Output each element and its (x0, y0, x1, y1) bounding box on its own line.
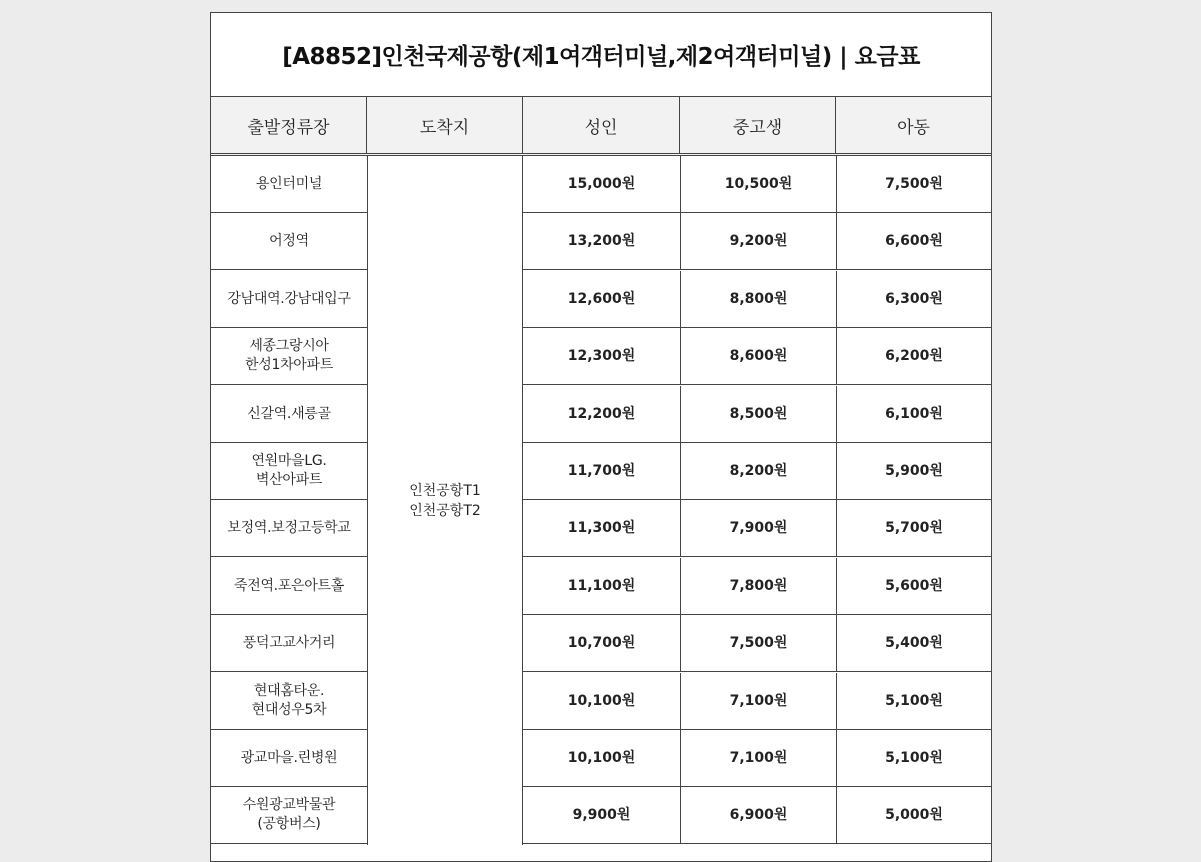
table-row (211, 328, 991, 385)
page-title: [A8852]인천국제공항(제1여객터미널,제2여객터미널) | 요금표 (211, 13, 991, 97)
adult-fare: 11,300원 (567, 519, 636, 536)
table-row (211, 673, 991, 730)
adult-fare: 12,300원 (567, 347, 636, 364)
origin-stop: 세종그랑시아 한성1차아파트 (245, 338, 333, 373)
table-row (211, 558, 991, 615)
adult-fare: 10,100원 (567, 692, 636, 709)
origin-stop: 죽전역.포은아트홀 (234, 577, 344, 594)
child-fare: 5,000원 (836, 787, 991, 843)
child-fare: 6,600원 (836, 213, 991, 269)
teen-fare: 7,100원 (680, 673, 836, 729)
teen-fare: 6,900원 (680, 787, 836, 843)
child-fare: 5,900원 (836, 443, 991, 499)
adult-fare: 13,200원 (567, 232, 636, 249)
destination-line-2: 인천공항T2 (409, 502, 481, 519)
adult-fare: 10,100원 (567, 749, 636, 766)
adult-fare: 12,600원 (567, 290, 636, 307)
table-row (211, 730, 991, 787)
teen-fare: 7,900원 (680, 500, 836, 556)
adult-fare: 12,200원 (567, 405, 636, 422)
table-header (211, 97, 991, 156)
header-origin: 출발정류장 (211, 97, 367, 153)
teen-fare: 7,100원 (680, 730, 836, 786)
origin-stop: 수원광교박물관 (공항버스) (242, 797, 336, 832)
origin-stop: 어정역 (269, 232, 309, 249)
child-fare: 6,200원 (836, 328, 991, 384)
origin-stop: 풍덕고교사거리 (242, 634, 336, 651)
table-row (211, 271, 991, 328)
origin-stop: 광교마을.린병원 (240, 749, 338, 766)
child-fare: 5,600원 (836, 558, 991, 614)
child-fare: 7,500원 (836, 156, 991, 212)
teen-fare: 7,500원 (680, 615, 836, 671)
teen-fare: 8,500원 (680, 386, 836, 442)
child-fare: 6,100원 (836, 386, 991, 442)
adult-fare: 11,700원 (567, 462, 636, 479)
table-row (211, 386, 991, 443)
table-row (211, 615, 991, 672)
table-row (211, 787, 991, 844)
destination-cell (367, 156, 523, 845)
teen-fare: 8,800원 (680, 271, 836, 327)
teen-fare: 8,600원 (680, 328, 836, 384)
teen-fare: 10,500원 (680, 156, 836, 212)
table-body (211, 156, 991, 846)
teen-fare: 8,200원 (680, 443, 836, 499)
child-fare: 5,700원 (836, 500, 991, 556)
origin-stop: 신갈역.새릉골 (247, 405, 331, 422)
header-teen: 중고생 (680, 97, 836, 153)
table-row (211, 500, 991, 557)
adult-fare: 9,900원 (572, 806, 631, 823)
origin-stop: 현대홈타운. 현대성우5차 (251, 683, 327, 718)
child-fare: 5,400원 (836, 615, 991, 671)
table-row (211, 213, 991, 270)
adult-fare: 10,700원 (567, 634, 636, 651)
adult-fare: 11,100원 (567, 577, 636, 594)
header-adult: 성인 (523, 97, 680, 153)
origin-stop: 용인터미널 (255, 175, 323, 192)
header-child: 아동 (897, 117, 930, 138)
teen-fare: 9,200원 (680, 213, 836, 269)
destination-line-1: 인천공항T1 (409, 482, 481, 499)
table-row (211, 443, 991, 500)
fare-table-sheet (210, 12, 992, 862)
header-destination: 도착지 (367, 97, 523, 153)
origin-stop: 강남대역.강남대입구 (227, 290, 351, 307)
child-fare: 5,100원 (836, 673, 991, 729)
adult-fare: 15,000원 (567, 175, 636, 192)
teen-fare: 7,800원 (680, 558, 836, 614)
origin-stop: 연원마을LG. 벽산아파트 (251, 453, 327, 488)
child-fare: 5,100원 (836, 730, 991, 786)
child-fare: 6,300원 (836, 271, 991, 327)
origin-stop: 보정역.보정고등학교 (227, 519, 351, 536)
table-row (211, 156, 991, 213)
